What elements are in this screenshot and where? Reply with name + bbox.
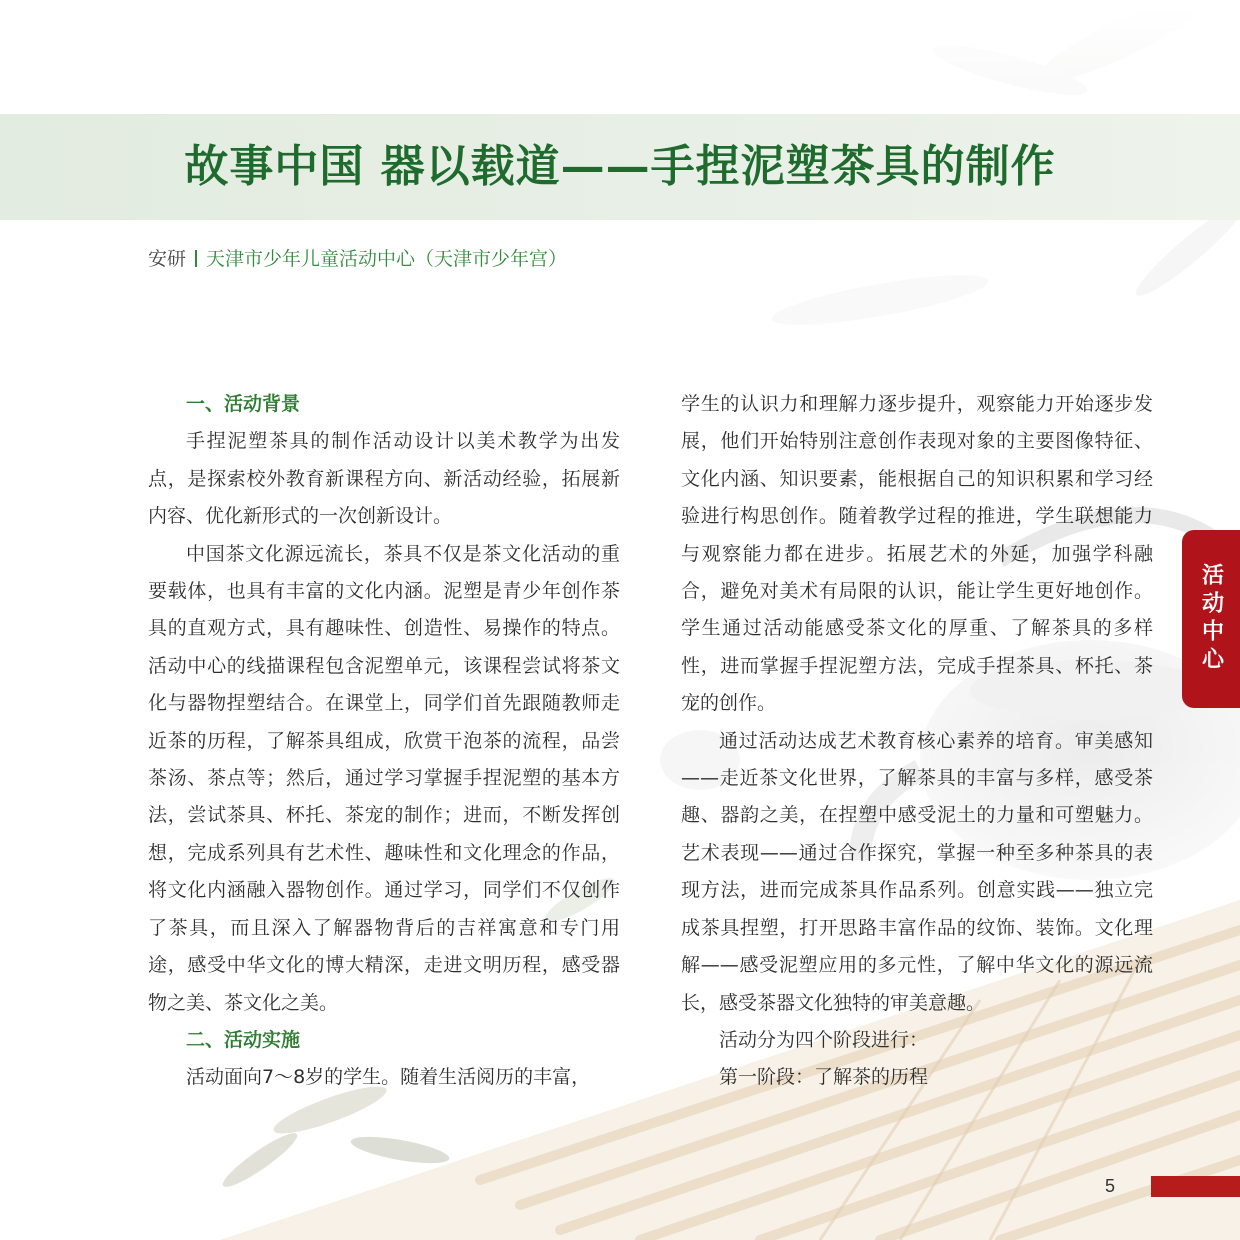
author-organization: 天津市少年儿童活动中心（天津市少年宫） — [206, 248, 568, 270]
right-column — [681, 386, 1153, 1097]
section-tab — [1182, 530, 1240, 708]
paragraph: 手捏泥塑茶具的制作活动设计以美术教学为出发点，是探索校外教育新课程方向、新活动经验，拓展新内容、优化新形式的一次创新设计。 — [148, 430, 620, 528]
paragraph: 学生的认识力和理解力逐步提升，观察能力开始逐步发展，他们开始特别注意创作表现对象的主要图像特征、文化内涵、知识要素，能根据自己的知识积累和学习经验进行构思创作。随着教学过程的推进，学生联想能力与观察能力都在进步。拓展艺术的外延，加强学科融合，避免对美术有局限的认识，能让学生更好地创作。学生通过活动能感受茶文化的厚重、了解茶具的多样性，进而掌握手捏泥塑方法，完成手捏茶具、杯托、茶宠的创作。 — [681, 393, 1153, 715]
page-number-bar — [1151, 1176, 1240, 1197]
byline-divider — [195, 250, 197, 267]
paragraph: 活动面向7～8岁的学生。随着生活阅历的丰富， — [186, 1066, 591, 1089]
article-title: 故事中国 器以载道——手捏泥塑茶具的制作 — [184, 141, 1056, 192]
paragraph: 通过活动达成艺术教育核心素养的培育。审美感知——走近茶文化世界，了解茶具的丰富与多样，感受茶趣、器韵之美，在捏塑中感受泥土的力量和可塑魅力。艺术表现——通过合作探究，掌握一种至多种茶具的表现方法，进而完成茶具作品系列。创意实践——独立完成茶具捏塑，打开思路丰富作品的纹饰、装饰。文化理解——感受泥塑应用的多元性，了解中华文化的源远流长，感受茶器文化独特的审美意趣。 — [681, 729, 1153, 1014]
section-heading: 一、活动背景 — [186, 393, 301, 415]
section-tab-label: 活动中心 — [1198, 563, 1224, 675]
title-band — [0, 114, 1240, 220]
paragraph: 中国茶文化源远流长，茶具不仅是茶文化活动的重要载体，也具有丰富的文化内涵。泥塑是青少年创作茶具的直观方式，具有趣味性、创造性、易操作的特点。活动中心的线描课程包含泥塑单元，该课程尝试将茶文化与器物捏塑结合。在课堂上，同学们首先跟随教师走近茶的历程，了解茶具组成，欣赏干泡茶的流程，品尝茶汤、茶点等；然后，通过学习掌握手捏泥塑的基本方法，尝试茶具、杯托、茶宠的制作；进而，不断发挥创想，完成系列具有艺术性、趣味性和文化理念的作品，将文化内涵融入器物创作。通过学习，同学们不仅创作了茶具，而且深入了解器物背后的吉祥寓意和专门用途，感受中华文化的博大精深，走进文明历程，感受器物之美、茶文化之美。 — [148, 542, 620, 1014]
paragraph: 活动分为四个阶段进行： — [719, 1028, 929, 1051]
section-heading: 二、活动实施 — [186, 1028, 301, 1051]
author-name: 安研 — [148, 248, 187, 270]
page-number: 5 — [1105, 1176, 1116, 1196]
left-column — [148, 386, 620, 1097]
byline — [148, 244, 567, 274]
paragraph: 第一阶段：了解茶的历程 — [719, 1066, 929, 1089]
